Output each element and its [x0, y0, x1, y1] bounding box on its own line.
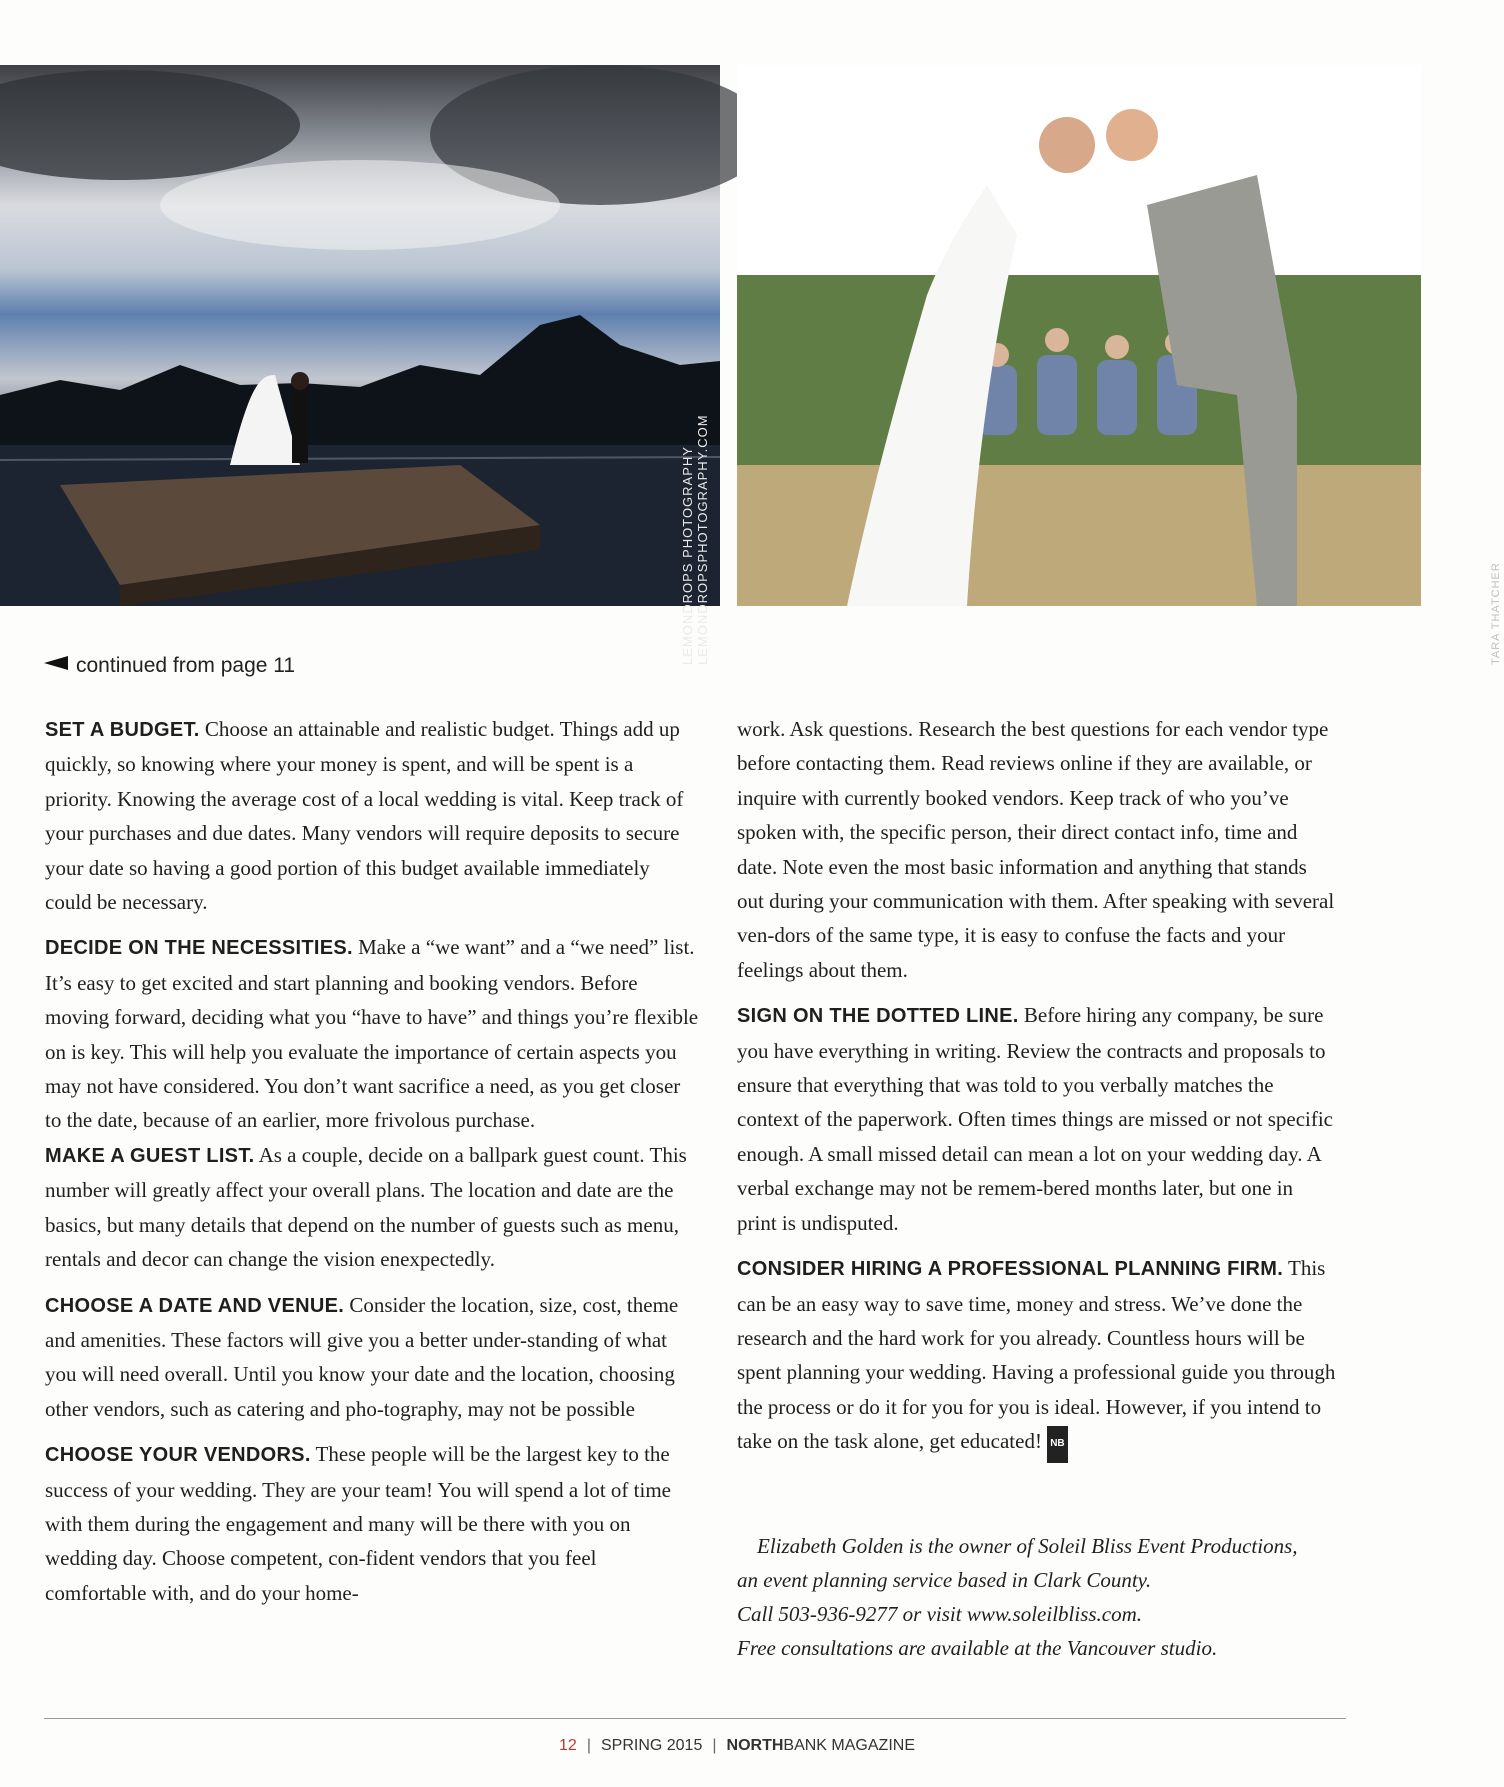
continued-text: continued from page 11: [76, 654, 296, 677]
section-vendors: [45, 1437, 700, 1610]
page-number: 12: [559, 1737, 577, 1754]
section-heading: CHOOSE YOUR VENDORS.: [45, 1444, 311, 1467]
left-arrow-icon: [44, 656, 68, 670]
photo-credit-right: TARA THATCHER: [1490, 562, 1502, 665]
section-body: Consider the location, size, cost, theme and amenities. These factors will give you a better under-standing of what you will need overall. Until you know your date and the location, choosing other vendors, such as catering and pho-tography, may not be possible: [45, 1292, 679, 1421]
photo-credit-left: LEMONDROPS PHOTOGRAPHY LEMONDROPSPHOTOGRAPHY.COM: [680, 414, 710, 665]
footer-divider: [44, 1718, 1346, 1719]
author-bio: [737, 1529, 1397, 1665]
magazine-name-rest: BANK MAGAZINE: [783, 1737, 915, 1754]
photo-lakeside-couple: [0, 65, 720, 665]
bio-line: an event planning service based in Clark County.: [737, 1568, 1152, 1592]
end-mark-logo: NB: [1047, 1426, 1067, 1462]
section-guests: [45, 1138, 700, 1277]
section-body: Choose an attainable and realistic budget. Things add up quickly, so knowing where your money is spent, and will be spent is a priority. Knowing the average cost of a local wedding is vital. Keep track of your purchases and due dates. Many vendors will require deposits to secure your date so having a good portion of this budget available immediately could be necessary.: [45, 717, 684, 915]
article-column-left: [45, 712, 700, 1621]
section-planner: [737, 1251, 1337, 1462]
section-heading: CONSIDER HIRING A PROFESSIONAL PLANNING FIRM.: [737, 1258, 1284, 1281]
article-column-right: [737, 712, 1337, 1474]
lake-dock-illustration: [0, 65, 720, 606]
footer-separator: |: [586, 1737, 591, 1754]
section-heading: SIGN ON THE DOTTED LINE.: [737, 1005, 1019, 1028]
footer-separator: |: [712, 1737, 717, 1754]
continued-from-note: [44, 654, 295, 678]
section-body: This can be an easy way to save time, money and stress. We’ve done the research and the hard work for you already. Countless hours will be spent planning your wedding. Having a professional guide you through the process or do it for you for you is ideal. However, if you intend to take on the task alone, get educated!: [737, 1256, 1336, 1454]
section-body: work. Ask questions. Research the best questions for each vendor type before contacting them. Read reviews online if they are available, or inquire with currently booked vendors. Keep track of who you’ve spoken with, the specific person, their direct contact info, time and date. Note even the most basic information and anything that stands out during your communication with them. After speaking with several ven-dors of the same type, it is easy to confuse the facts and your feelings about them.: [737, 717, 1335, 982]
bio-line: Elizabeth Golden is the owner of Soleil Bliss Event Productions,: [757, 1534, 1298, 1558]
section-heading: CHOOSE A DATE AND VENUE.: [45, 1294, 345, 1317]
section-heading: SET A BUDGET.: [45, 719, 200, 741]
section-budget: [45, 712, 700, 919]
wedding-party-illustration: [737, 65, 1421, 606]
bio-line: Call 503-936-9277 or visit www.soleilbliss.com.: [737, 1602, 1143, 1626]
section-venue: [45, 1288, 700, 1427]
section-body: Make a “we want” and a “we need” list. It’s easy to get excited and start planning and booking vendors. Before moving forward, deciding what you “have to have” and things you’re flexible on is key. This will help you evaluate the importance of certain aspects you may not have considered. You don’t want sacrifice a need, as you get closer to the date, because of an earlier, more frivolous purchase.: [45, 935, 699, 1133]
section-dotted-line: [737, 998, 1337, 1240]
section-vendors-continued: [737, 712, 1337, 987]
section-heading: DECIDE ON THE NECESSITIES.: [45, 937, 353, 960]
page-footer: [0, 1737, 1474, 1755]
section-body: These people will be the largest key to the success of your wedding. They are your team! You will spend a lot of time with them during the engagement and many will be there with you on wedding day. Choose competent, con-fident vendors that you feel comfortable with, and do your home-: [45, 1442, 671, 1605]
issue-label: SPRING 2015: [600, 1737, 703, 1754]
section-necessities: [45, 930, 700, 1137]
photo-wedding-party: [737, 65, 1502, 665]
section-body: Before hiring any company, be sure you have everything in writing. Review the contracts and proposals to ensure that everything that was told to you verbally matches the context of the paperwork. Often times things are missed or not specific enough. A small missed detail can mean a lot on your wedding day. A verbal exchange may not be remem-bered months later, but one in print is undisputed.: [737, 1003, 1333, 1235]
bio-line: Free consultations are available at the Vancouver studio.: [737, 1636, 1218, 1660]
magazine-name-bold: NORTH: [726, 1737, 784, 1754]
section-heading: MAKE A GUEST LIST.: [45, 1144, 255, 1167]
section-body: As a couple, decide on a ballpark guest count. This number will greatly affect your overall plans. The location and date are the basics, but many details that depend on the number of guests such as menu, rentals and decor can change the vision enexpectedly.: [45, 1142, 687, 1272]
